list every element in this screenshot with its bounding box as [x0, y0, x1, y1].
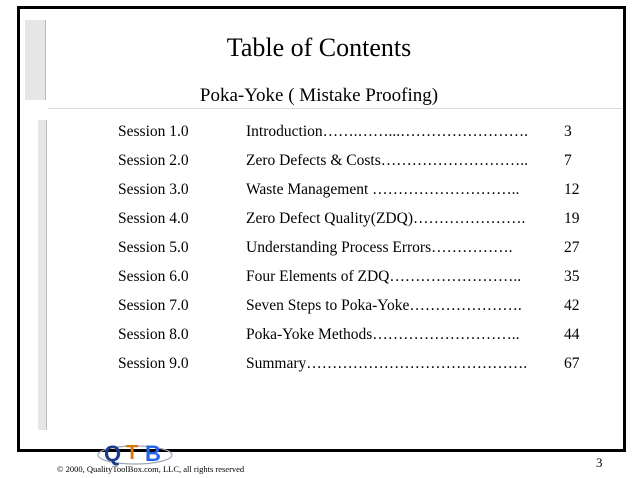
toc-row — [0, 266, 638, 295]
toc-page: 3 — [564, 123, 572, 140]
toc-title: Understanding Process Errors……………. — [246, 239, 513, 256]
toc-session: Session 4.0 — [118, 210, 189, 227]
table-of-contents — [0, 121, 638, 382]
toc-page: 44 — [564, 326, 580, 343]
toc-session: Session 8.0 — [118, 326, 189, 343]
toc-title: Introduction…….……...……………………. — [246, 123, 528, 140]
header-divider — [48, 108, 622, 109]
toc-row — [0, 237, 638, 266]
toc-page: 42 — [564, 297, 580, 314]
toc-row — [0, 295, 638, 324]
toc-page: 7 — [564, 152, 572, 169]
slide-subtitle: Poka-Yoke ( Mistake Proofing) — [199, 85, 439, 106]
page-number: 3 — [596, 455, 603, 470]
toc-title: Seven Steps to Poka-Yoke…………………. — [246, 297, 522, 314]
slide-title: Table of Contents — [226, 33, 412, 62]
logo-letter-b: B — [145, 441, 161, 466]
toc-title: Poka-Yoke Methods……………………….. — [246, 326, 520, 343]
toc-page: 35 — [564, 268, 580, 285]
toc-row — [0, 150, 638, 179]
toc-title: Four Elements of ZDQ…………………….. — [246, 268, 522, 285]
toc-row — [0, 324, 638, 353]
logo-letter-t: T — [126, 442, 139, 464]
toc-row — [0, 179, 638, 208]
toc-row — [0, 353, 638, 382]
qtb-logo-icon — [96, 437, 174, 467]
toc-row — [0, 208, 638, 237]
toc-session: Session 7.0 — [118, 297, 189, 314]
toc-session: Session 3.0 — [118, 181, 189, 198]
toc-page: 67 — [564, 355, 580, 372]
toc-title: Zero Defect Quality(ZDQ)…………………. — [246, 210, 526, 227]
toc-row — [0, 121, 638, 150]
logo-letter-q: Q — [104, 441, 122, 466]
toc-page: 27 — [564, 239, 580, 256]
toc-title: Waste Management ……………………….. — [246, 181, 520, 198]
toc-title: Summary……………………………………. — [246, 355, 528, 372]
copyright-notice: © 2000, QualityToolBox.com, LLC, all rights reserved — [57, 464, 245, 474]
toc-session: Session 2.0 — [118, 152, 189, 169]
toc-title: Zero Defects & Costs……………………….. — [246, 152, 528, 169]
toc-session: Session 1.0 — [118, 123, 189, 140]
toc-page: 19 — [564, 210, 580, 227]
toc-session: Session 5.0 — [118, 239, 189, 256]
toc-session: Session 6.0 — [118, 268, 189, 285]
toc-session: Session 9.0 — [118, 355, 189, 372]
toc-page: 12 — [564, 181, 580, 198]
